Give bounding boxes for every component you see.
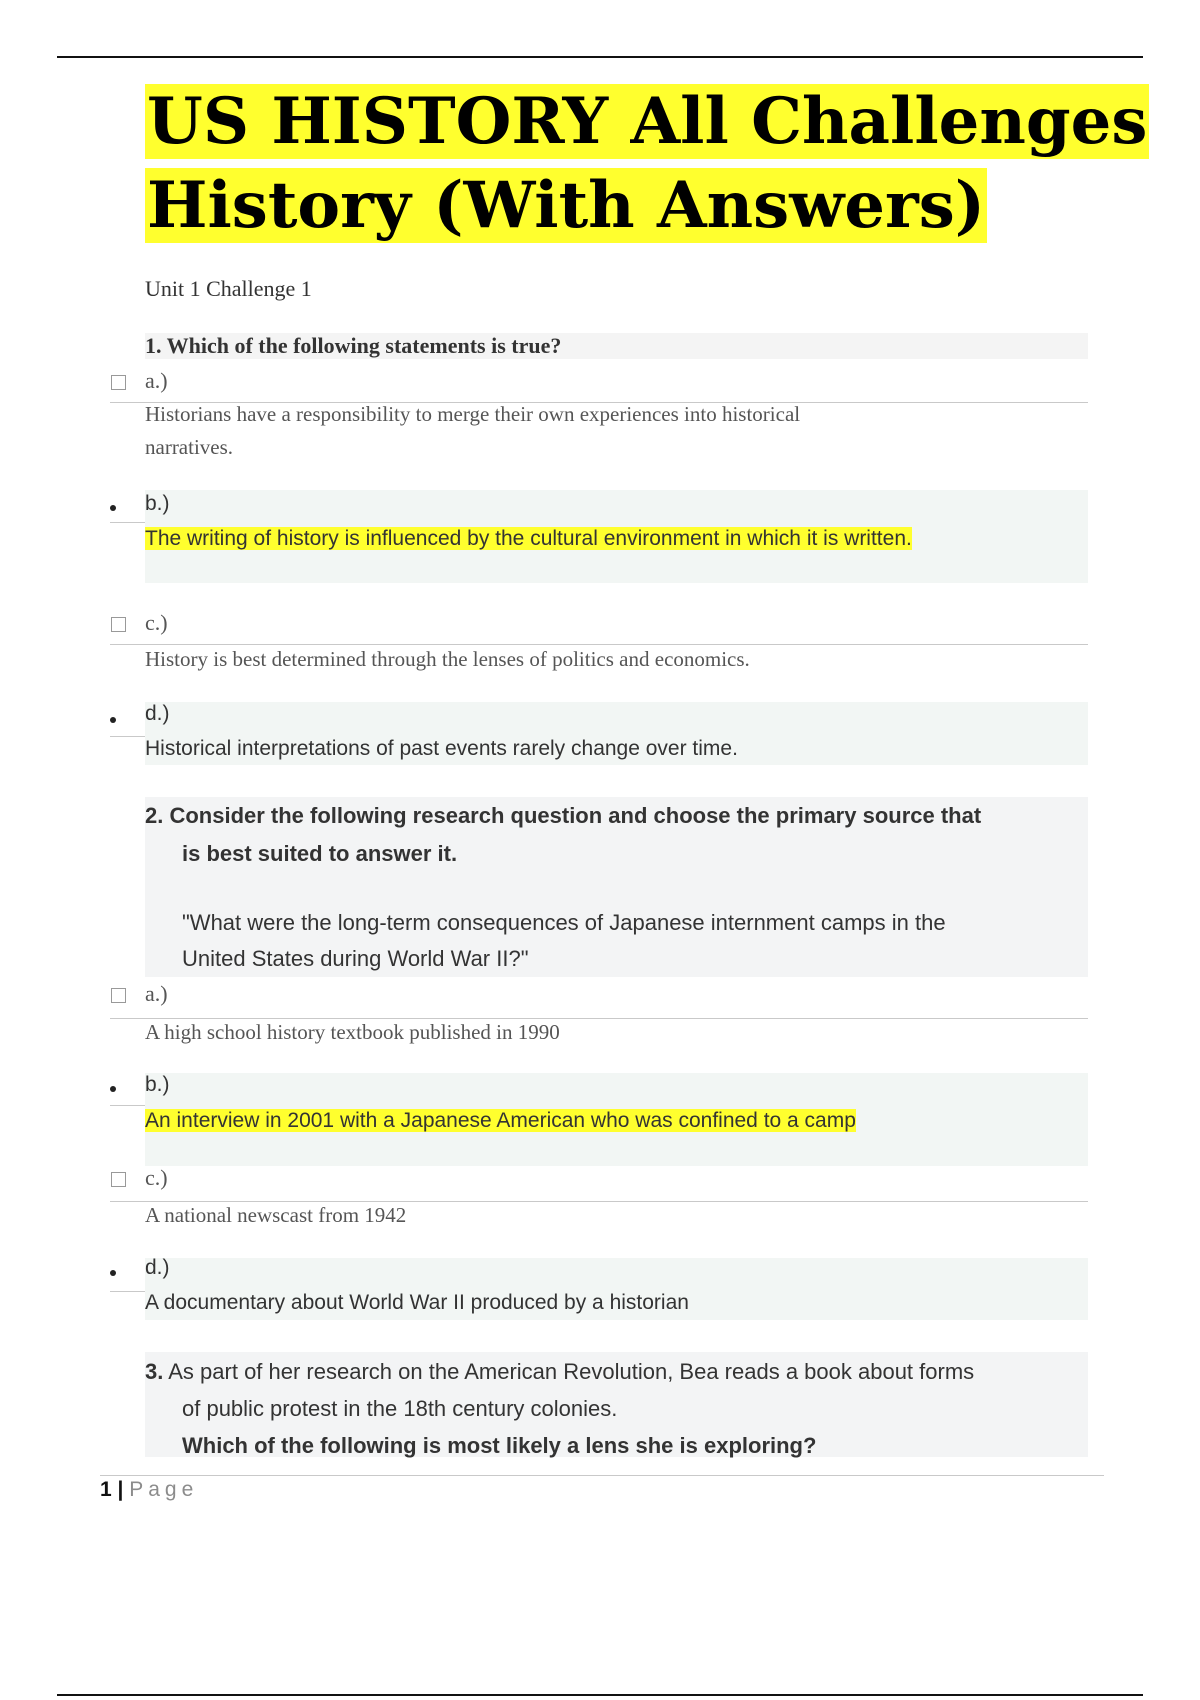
q2-option-a-text: A high school history textbook published in 1990 (145, 1020, 560, 1044)
question-3-line-2: of public protest in the 18th century colonies. (182, 1396, 618, 1421)
title-line-2: History (With Answers) (147, 168, 986, 243)
q1-option-c-text: History is best determined through the lenses of politics and economics. (145, 647, 750, 671)
page-word: Page (129, 1478, 199, 1501)
quote-line-2: United States during World War II?" (182, 946, 529, 971)
question-3-line-1: As part of her research on the American Revolution, Bea reads a book about forms (163, 1359, 975, 1384)
question-2-line-1: 2. Consider the following research question and choose the primary source that (145, 803, 982, 828)
q2-option-c-label: c.) (145, 1165, 168, 1190)
bullet-icon (110, 505, 116, 511)
q2-option-b-label: b.) (145, 1073, 170, 1096)
page-footer (100, 1478, 198, 1502)
divider (110, 1105, 145, 1106)
q1-option-a-line-1: Historians have a responsibility to merge their own experiences into historical (145, 402, 801, 426)
question-2-line-2: is best suited to answer it. (182, 841, 458, 866)
q1-option-b-label: b.) (145, 492, 170, 515)
top-rule (57, 56, 1143, 58)
q2-option-c-text: A national newscast from 1942 (145, 1203, 407, 1227)
question-3-line-3: Which of the following is most likely a lens she is exploring? (182, 1433, 817, 1458)
title-line-1: US HISTORY All Challenges (147, 84, 1148, 159)
q1-option-a-text (145, 398, 945, 464)
option-checkbox[interactable] (111, 1172, 126, 1187)
option-checkbox[interactable] (111, 988, 126, 1003)
bullet-icon (110, 1270, 116, 1276)
bottom-rule (57, 1694, 1143, 1696)
correct-answer-highlight: An interview in 2001 with a Japanese American who was confined to a camp (145, 1109, 856, 1132)
q1-option-d-label: d.) (145, 702, 170, 725)
q1-option-a-line-2: narratives. (145, 435, 234, 459)
q2-option-b-text (145, 1109, 856, 1133)
q2-option-d-text: A documentary about World War II produced by a historian (145, 1291, 689, 1314)
q1-option-a-label: a.) (145, 368, 168, 393)
document-title (145, 80, 1148, 248)
quote-line-1: "What were the long-term consequences of Japanese internment camps in the (182, 910, 946, 935)
footer-separator: | (111, 1478, 130, 1501)
divider (110, 736, 145, 737)
question-3-number: 3. (145, 1359, 164, 1384)
q2-option-d-label: d.) (145, 1256, 170, 1279)
question-3 (145, 1353, 1075, 1464)
q1-option-b-text (145, 527, 912, 551)
question-2 (145, 797, 1075, 873)
bullet-icon (110, 1086, 116, 1092)
q1-option-d-text: Historical interpretations of past events rarely change over time. (145, 737, 738, 760)
divider (110, 522, 145, 523)
footer-rule (100, 1475, 1104, 1476)
page-number: 1 (100, 1478, 112, 1501)
bullet-icon (110, 717, 116, 723)
option-checkbox[interactable] (111, 375, 126, 390)
question-2-quote (182, 905, 1062, 977)
unit-heading: Unit 1 Challenge 1 (145, 276, 312, 301)
q1-option-c-label: c.) (145, 610, 168, 635)
divider (110, 1291, 145, 1292)
correct-answer-highlight: The writing of history is influenced by the cultural environment in which it is written. (145, 527, 912, 550)
option-checkbox[interactable] (111, 617, 126, 632)
question-1: 1. Which of the following statements is true? (145, 333, 1088, 359)
q2-option-a-label: a.) (145, 981, 168, 1006)
